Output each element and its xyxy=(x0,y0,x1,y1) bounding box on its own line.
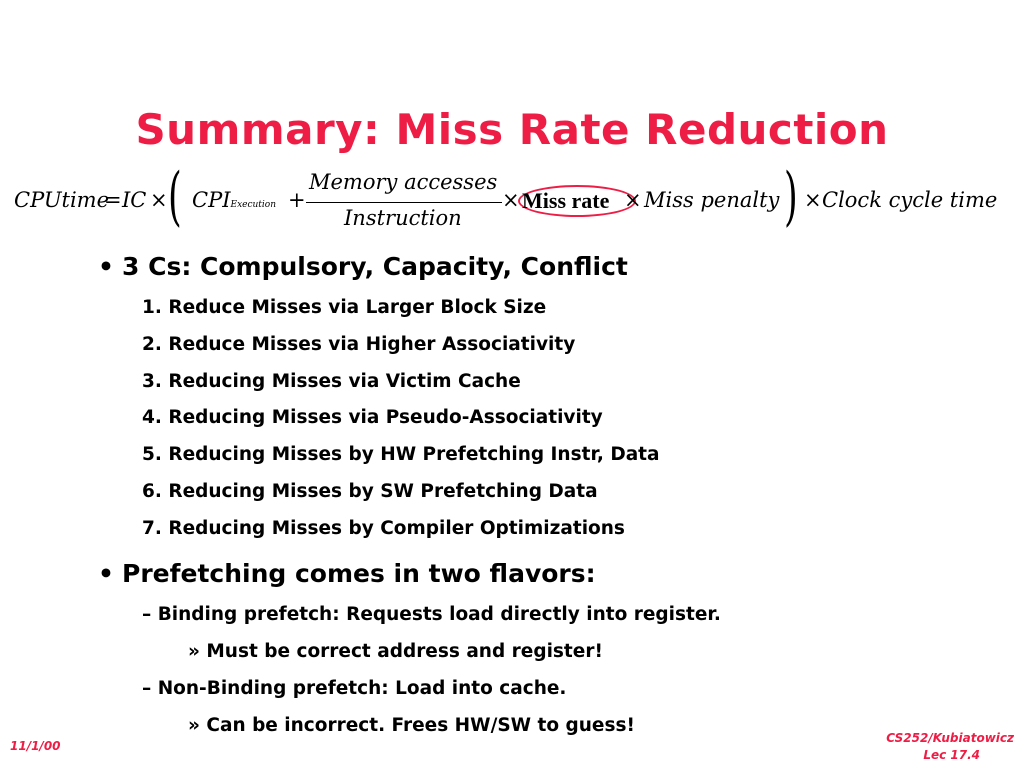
formula-times-1: × xyxy=(150,188,168,212)
bullet-dot: • xyxy=(98,559,114,588)
formula-cpi-subscript: Execution xyxy=(230,200,277,210)
list-item: 3. Reducing Misses via Victim Cache xyxy=(142,371,521,392)
footer-lecture: Lec 17.4 xyxy=(923,748,980,762)
formula-cpi: CPIExecution xyxy=(192,188,277,212)
list-item: – Non-Binding prefetch: Load into cache. xyxy=(142,678,567,699)
list-item: » Must be correct address and register! xyxy=(188,641,603,662)
formula-plus: + xyxy=(288,188,306,212)
bullet-3cs-text: 3 Cs: Compulsory, Capacity, Conflict xyxy=(122,252,628,281)
formula-miss-rate: Miss rate xyxy=(522,188,610,213)
bullet-prefetching xyxy=(98,558,596,590)
list-item: 6. Reducing Misses by SW Prefetching Data xyxy=(142,481,598,502)
formula-times-4: × xyxy=(804,188,822,212)
list-item: 1. Reduce Misses via Larger Block Size xyxy=(142,297,547,318)
slide-title: Summary: Miss Rate Reduction xyxy=(135,105,889,154)
formula-close-paren: ) xyxy=(784,160,798,234)
list-item: 5. Reducing Misses by HW Prefetching Instr, Data xyxy=(142,444,660,465)
bullet-prefetching-text: Prefetching comes in two flavors: xyxy=(122,559,596,588)
formula-numerator: Memory accesses xyxy=(309,170,498,194)
list-item: » Can be incorrect. Frees HW/SW to guess! xyxy=(188,715,635,736)
formula-equals: = xyxy=(104,188,122,212)
cpu-time-formula xyxy=(10,160,1014,234)
list-item: 2. Reduce Misses via Higher Associativity xyxy=(142,334,576,355)
formula-open-paren: ( xyxy=(168,160,182,234)
formula-cputime: CPUtime xyxy=(14,188,110,212)
formula-times-2: × xyxy=(502,188,520,212)
bullet-3cs xyxy=(98,251,628,283)
formula-fraction-bar xyxy=(306,202,502,203)
bullet-dot: • xyxy=(98,252,114,281)
formula-ic: IC xyxy=(122,188,147,212)
footer-date: 11/1/00 xyxy=(10,739,61,753)
list-item: 4. Reducing Misses via Pseudo-Associativity xyxy=(142,407,603,428)
formula-times-3: × xyxy=(624,188,642,212)
formula-miss-penalty: Miss penalty xyxy=(644,188,780,212)
formula-clock-cycle-time: Clock cycle time xyxy=(822,188,998,212)
list-item: – Binding prefetch: Requests load directly into register. xyxy=(142,604,721,625)
footer-course: CS252/Kubiatowicz xyxy=(886,731,1014,745)
formula-denominator: Instruction xyxy=(344,206,462,230)
list-item: 7. Reducing Misses by Compiler Optimizations xyxy=(142,518,625,539)
